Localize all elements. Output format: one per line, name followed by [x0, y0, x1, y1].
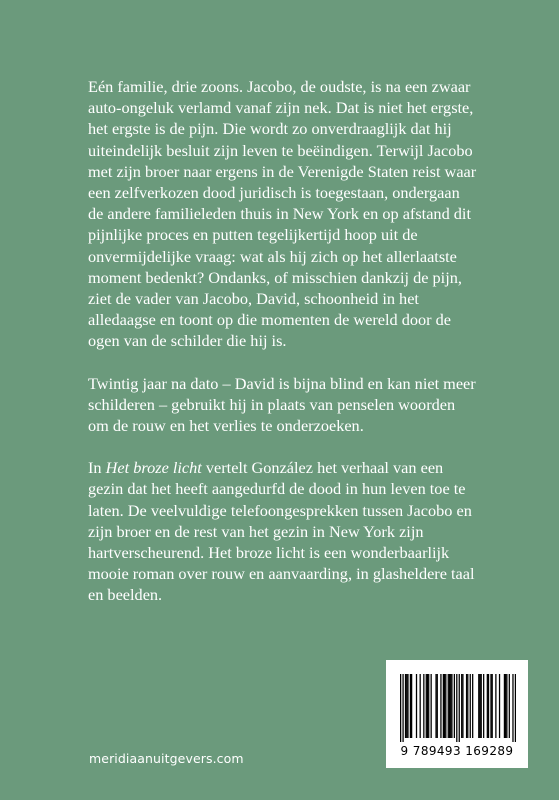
- barcode-bar: [400, 674, 401, 742]
- barcode-bar: [495, 674, 496, 738]
- isbn-barcode: [386, 660, 528, 768]
- barcode-bar: [451, 674, 452, 738]
- barcode-bar: [479, 674, 480, 738]
- barcode-bar: [461, 674, 462, 738]
- barcode-bar: [509, 674, 510, 738]
- barcode-bar: [505, 674, 506, 738]
- barcode-bar: [506, 674, 507, 738]
- barcode-bars: [400, 674, 516, 742]
- barcode-bar: [402, 674, 403, 742]
- barcode-bar: [483, 674, 484, 738]
- barcode-bar: [435, 674, 436, 738]
- blurb-paragraph-2: Twintig jaar na dato – David is bijna blind en kan niet meer schilderen – gebruikt hij in plaats van penselen woorden om de rouw en het verlies te onderzoeken.: [88, 373, 476, 436]
- barcode-bar: [492, 674, 493, 738]
- barcode-bar: [456, 674, 457, 742]
- barcode-bar: [466, 674, 467, 738]
- barcode-bar: [459, 674, 460, 742]
- barcode-bar: [462, 674, 463, 738]
- barcode-bar: [410, 674, 411, 738]
- barcode-bar: [420, 674, 421, 738]
- barcode-bar: [426, 674, 427, 738]
- book-title-italic: Het broze licht: [105, 458, 202, 478]
- barcode-bar: [478, 674, 479, 738]
- barcode-bar: [416, 674, 417, 738]
- barcode-bar: [443, 674, 444, 738]
- blurb-text: [88, 76, 478, 627]
- blurb-paragraph-1: Eén familie, drie zoons. Jacobo, de oudste, is na een zwaar auto-ongeluk verlamd vanaf zijn nek. Dat is niet het ergste, het ergste is de pijn. Die wordt zo onverdraaglijk dat hij uiteindelijk besluit zijn leven te beëindigen. Terwijl Jacobo met zijn broer naar ergens in de Verenigde Staten reist waar een zelfverkozen dood juridisch is toegestaan, ondergaan de andere familieleden thuis in New York en op afstand dit pijnlijke proces en putten tegelijkertijd hoop uit de onvermijdelijke vraag: wat als hij zich op het allerlaatste moment bedenkt? Ondanks, of misschien dankzij de pijn, ziet de vader van Jacobo, David, schoonheid in het alledaagse en toont op die momenten de wereld door de ogen van de schilder die hij is.: [88, 77, 477, 351]
- barcode-bar: [431, 674, 432, 738]
- barcode-bar: [405, 674, 406, 738]
- isbn-digits: 9 789493 169289: [400, 744, 514, 758]
- blurb-paragraph-3-rest: vertelt González het verhaal van een gezin dat het heeft aangedurfd de dood in hun leven toe te laten. De veelvuldige telefoongesprekken tussen Jacobo en zijn broer en de rest van het gezin in New York zijn hartverscheurend. Het broze licht is een wonderbaarlijk mooie roman over rouw en aanvaarding, in glasheldere taal en beelden.: [88, 458, 475, 605]
- barcode-bar: [448, 674, 449, 738]
- barcode-bar: [427, 674, 428, 738]
- barcode-bar: [481, 674, 482, 738]
- blurb-paragraph-3: [88, 457, 478, 605]
- barcode-bar: [450, 674, 451, 738]
- barcode-bar: [499, 674, 500, 738]
- barcode-bar: [490, 674, 491, 738]
- barcode-bar: [504, 674, 505, 738]
- barcode-bar: [423, 674, 424, 738]
- barcode-bar: [512, 674, 513, 742]
- barcode-bar: [467, 674, 468, 738]
- barcode-bar: [472, 674, 473, 738]
- barcode-bar: [428, 674, 429, 738]
- blurb-paragraph-3-prefix: In: [88, 458, 106, 478]
- barcode-bar: [488, 674, 489, 738]
- barcode-bar: [454, 674, 455, 738]
- barcode-bar: [406, 674, 407, 738]
- barcode-bar: [515, 674, 516, 742]
- barcode-bar: [437, 674, 438, 738]
- barcode-bar: [444, 674, 445, 738]
- publisher-website: meridiaanuitgevers.com: [89, 751, 244, 766]
- barcode-bar: [487, 674, 488, 738]
- barcode-bar: [445, 674, 446, 738]
- barcode-bar: [449, 674, 450, 738]
- barcode-bar: [411, 674, 412, 738]
- barcode-bar: [470, 674, 471, 738]
- barcode-bar: [440, 674, 441, 738]
- barcode-bar: [407, 674, 408, 738]
